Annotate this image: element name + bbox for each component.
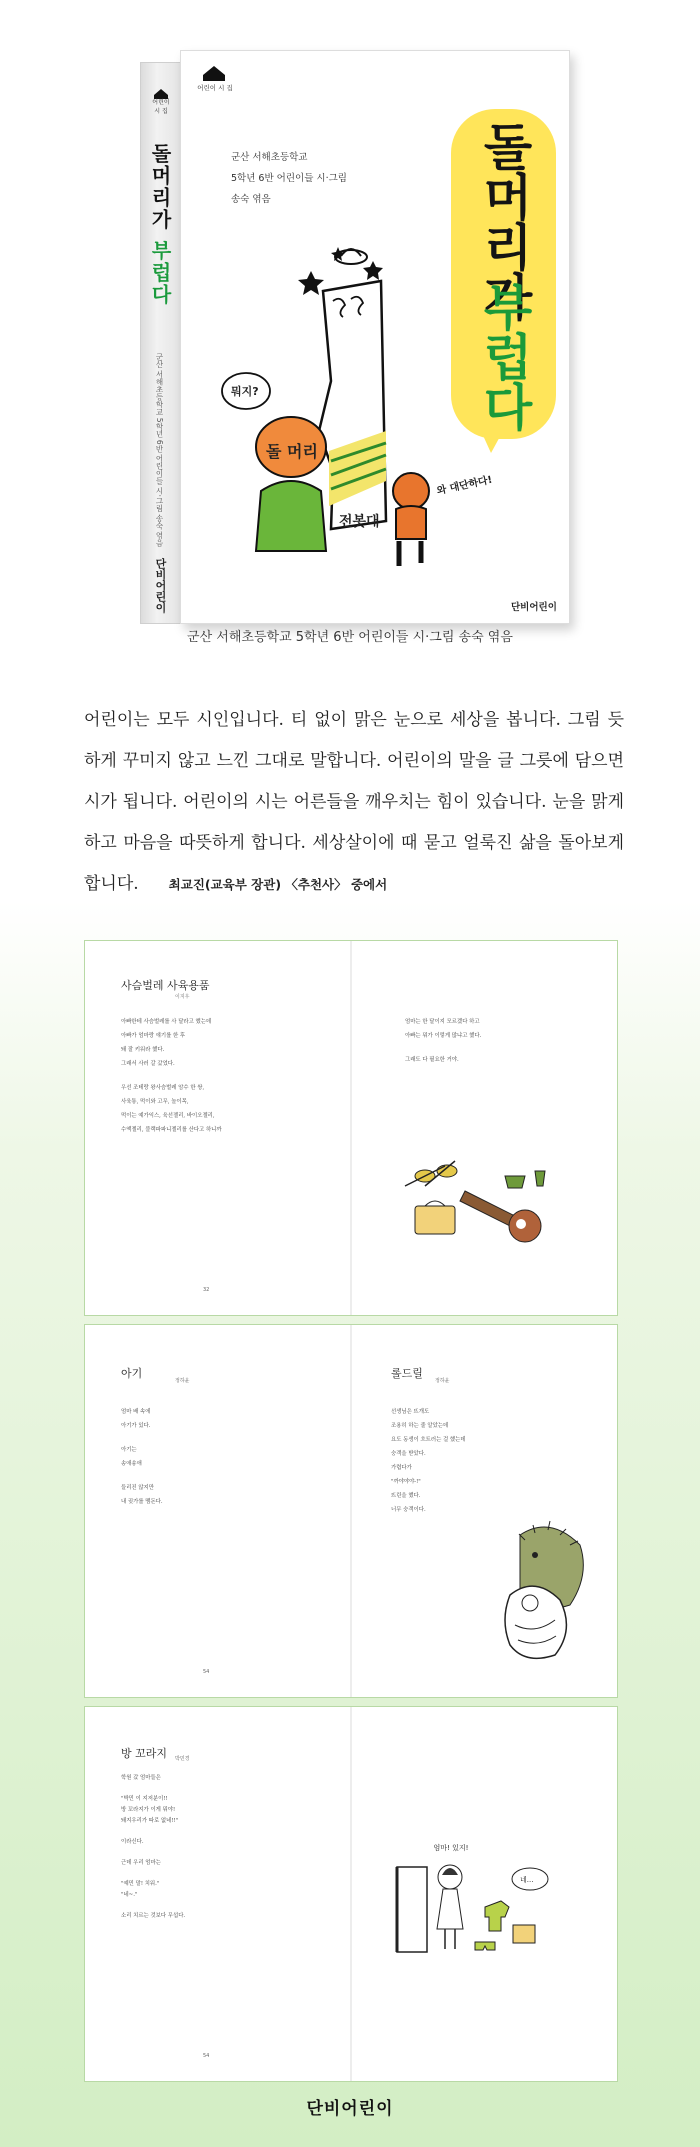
poem-line: 아기가 있다.: [121, 1423, 151, 1429]
cover-title-top: 돌머리가: [475, 121, 533, 321]
drawing-speech-text-1: 뭐지?: [231, 385, 259, 398]
poem-line: 뜨린을 했다.: [391, 1493, 421, 1499]
publisher-footer-logo: 단비어린이: [306, 2099, 394, 2119]
spread-3: [84, 1706, 618, 2082]
cover-drawing: [181, 51, 569, 623]
page-number: 54: [203, 2053, 210, 2059]
poem-line: 돼지우리가 따로 없네!!": [121, 1818, 179, 1824]
drawing-speech-text-2: 네...: [520, 1876, 534, 1884]
poem-body-left: [121, 1773, 185, 1922]
poem-body-right: [391, 1405, 466, 1517]
stanza-gap: [121, 1433, 163, 1443]
poem-body-left: [121, 1015, 222, 1137]
stanza-gap: [121, 1784, 185, 1794]
stanza-gap: [405, 1043, 481, 1053]
credit-class: 5학년 6반 어린이들 시·그림: [231, 173, 347, 184]
messy-room-drawing: [395, 1847, 565, 1957]
poem-line: 조용히 하는 줄 알았는데: [391, 1423, 449, 1429]
poem-line: 먹이는 예가익스, 육선젤리, 바이오젤리,: [121, 1113, 215, 1119]
poem-line: 송애송애: [121, 1461, 142, 1467]
poem-line: 엄마 배 속에: [121, 1409, 151, 1415]
poem-line: 요도 동생이 흐트러는 걸 했는데: [391, 1437, 466, 1443]
poem-line: 숭객을 받았다.: [391, 1451, 426, 1457]
poem-title: 사슴벌레 사육용품: [121, 979, 210, 992]
spread-1: [84, 940, 618, 1316]
book-front-cover: [180, 50, 570, 624]
poem-line: "박민 이 지저분이!!: [121, 1796, 168, 1802]
stanza-gap: [121, 1869, 185, 1879]
cover-title-bottom: 부럽다: [475, 281, 533, 431]
spine-title: [147, 143, 175, 306]
spine-title-bottom: 부럽다: [148, 239, 172, 306]
quote-text: 어린이는 모두 시인입니다. 티 없이 맑은 눈으로 세상을 봅니다. 그림 듯하게 꾸미지 않고 느낀 그대로 말합니다. 어린이의 말을 글 그릇에 담으면 시가 됩니다. 어린이의 시는 어른들을 깨우치는 힘이 있습니다. 눈을 맑게 하고 마음을 따뜻하게 합니다. 세상살이에 때 묻고 얼룩진 삶을 돌아보게 합니다.: [84, 710, 624, 894]
spread-gutter: [350, 1707, 352, 2081]
poem-line: 사육통, 먹이와 고무, 놀이목,: [121, 1099, 189, 1105]
spread-gutter: [350, 941, 352, 1315]
poem-body-left: [121, 1405, 163, 1509]
poem-author: 정하윤: [175, 1378, 190, 1384]
drawing-speech-text-1: 엄마! 있지!: [433, 1844, 469, 1852]
beetle-supplies-drawing: [395, 1151, 565, 1261]
stanza-gap: [121, 1471, 163, 1481]
spine-publisher-logo: 단비어린이: [154, 558, 167, 613]
stanza-gap: [121, 1071, 222, 1081]
cover-caption: 군산 서해초등학교 5학년 6반 어린이들 시·그림 송숙 엮음: [187, 630, 513, 645]
poem-line: 아빠한테 사슴벌레를 사 달라고 했는데: [121, 1019, 212, 1025]
credit-editor: 송숙 엮음: [231, 194, 271, 205]
spread-gutter: [350, 1325, 352, 1697]
recommendation-quote: [84, 700, 624, 905]
poem-title: 방 꼬라지: [121, 1747, 168, 1760]
poem-line: 우선 조테랑 왕사슴벌레 암수 한 쌍,: [121, 1085, 205, 1091]
poem-author: 박민경: [175, 1756, 190, 1762]
book-spine: [140, 62, 182, 624]
poem-title: 롤드릴: [391, 1367, 423, 1380]
poem-line: 엄마는 한 달이지 모르겠다 하고: [405, 1019, 480, 1025]
page-number: 54: [203, 1669, 210, 1675]
poem-line: 아기는: [121, 1447, 137, 1453]
stanza-gap: [121, 1901, 185, 1911]
spread-2: [84, 1324, 618, 1698]
poem-line: 가렵다가: [391, 1465, 412, 1471]
poem-body-right: [405, 1015, 481, 1067]
stanza-gap: [121, 1848, 185, 1858]
poem-line: 선생님은 뜨개도: [391, 1409, 430, 1415]
credit-school: 군산 서해초등학교: [231, 152, 308, 163]
drawing-speech-text-2: 와 대단하다!: [435, 474, 494, 498]
poem-line: 내 귓가를 맴돈다.: [121, 1499, 163, 1505]
poem-line: "네~.": [121, 1892, 138, 1898]
poem-line: 수액젤리, 블랙파파니젤리를 산다고 하니까: [121, 1127, 222, 1133]
poem-line: 근데 우리 엄마는: [121, 1860, 161, 1866]
poem-line: 아빠가 엄마랑 얘기를 한 후: [121, 1033, 186, 1039]
spine-authors: 군산 서해초등학교 5학년 6반 어린이들 시·그림 송숙 엮음: [155, 353, 164, 547]
poem-line: 이라신다.: [121, 1839, 144, 1845]
cover-publisher-mark: 어린이 시 집: [197, 84, 233, 92]
drawing-pole-label: 전봇대: [339, 514, 380, 530]
poem-line: "까야야야-!": [391, 1479, 421, 1485]
book-cover-image: [140, 50, 570, 620]
poem-line: 그래서 사러 갈 갔었다.: [121, 1061, 175, 1067]
drawing-head-label: 돌 머리: [266, 442, 318, 461]
poem-line: 너무 숭객이다.: [391, 1507, 426, 1513]
page-number: 32: [203, 1287, 210, 1293]
poem-line: 아빠는 뭐가 이렇게 많냐고 했다.: [405, 1033, 482, 1039]
poem-line: "예민 말! 치워.": [121, 1881, 160, 1887]
poem-line: 들리진 않지만: [121, 1485, 154, 1491]
poem-title: 아기: [121, 1367, 143, 1380]
poem-line: 그래도 다 필요한 거야.: [405, 1057, 459, 1063]
quote-source: 최교진(교육부 장관) 〈추천사〉 중에서: [168, 877, 388, 892]
poem-line: 학원 갔 엄마들은: [121, 1775, 161, 1781]
poem-author: 정하윤: [435, 1378, 450, 1384]
spine-publisher-mark: 어린이 시 집: [152, 99, 170, 115]
spine-title-top: 돌머리가: [148, 143, 172, 231]
poem-line: 소리 치르는 것보다 무섭다.: [121, 1913, 186, 1919]
poem-author: 이지우: [175, 994, 190, 1000]
cover-publisher-logo: 단비어린이: [511, 602, 557, 613]
stanza-gap: [121, 1827, 185, 1837]
poem-line: 방 꼬라지가 이게 뭐야!: [121, 1807, 176, 1813]
hedgehog-baby-drawing: [500, 1515, 590, 1665]
poem-line: 돼 잘 키워라 했다.: [121, 1047, 165, 1053]
